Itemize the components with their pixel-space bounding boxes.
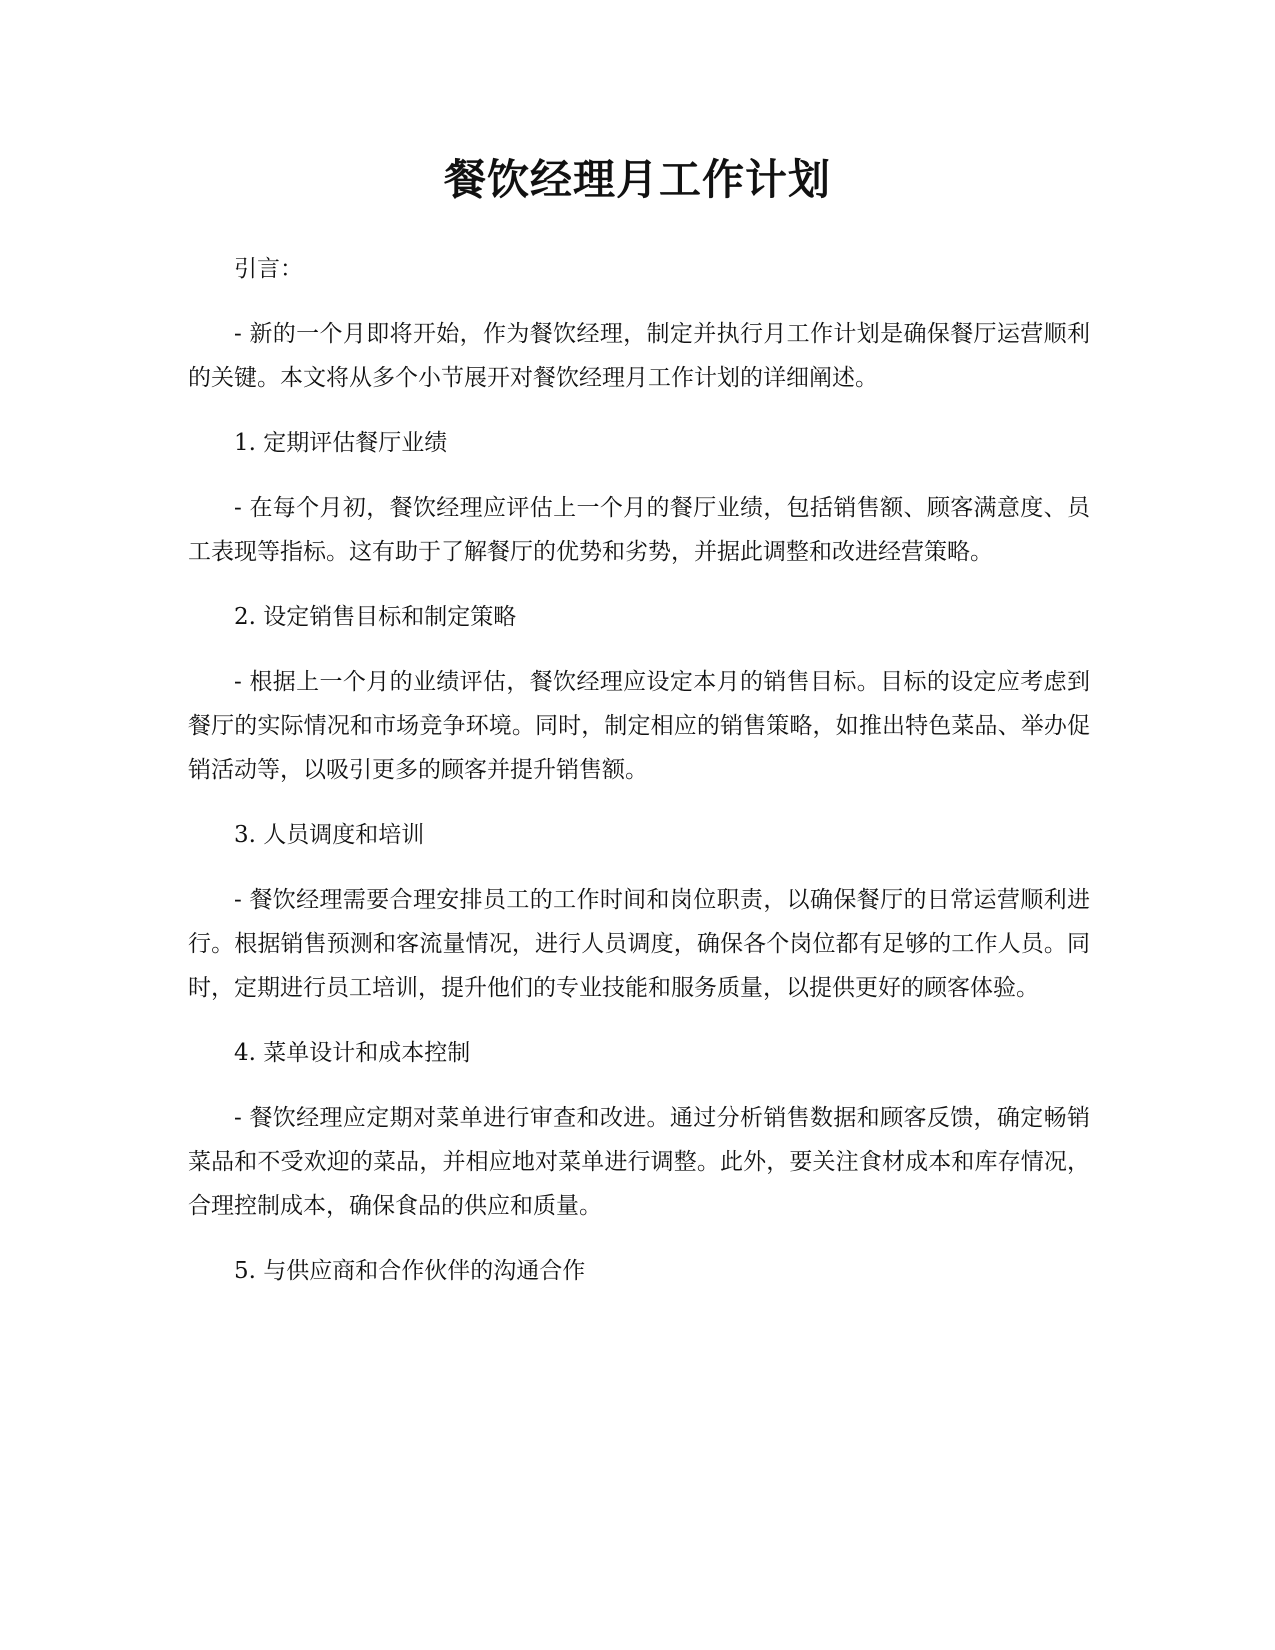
- intro-paragraph: - 新的一个月即将开始，作为餐饮经理，制定并执行月工作计划是确保餐厅运营顺利的关键。本文将从多个小节展开对餐饮经理月工作计划的详细阐述。: [188, 321, 1090, 391]
- section-heading: 5. 与供应商和合作伙伴的沟通合作: [234, 1258, 586, 1284]
- section-heading: 4. 菜单设计和成本控制: [234, 1040, 471, 1066]
- section-heading: 2. 设定销售目标和制定策略: [234, 604, 517, 630]
- document-body: [188, 247, 1090, 1314]
- section-paragraph: - 餐饮经理应定期对菜单进行审查和改进。通过分析销售数据和顾客反馈，确定畅销菜品和不受欢迎的菜品，并相应地对菜单进行调整。此外，要关注食材成本和库存情况，合理控制成本，确保食品的供应和质量。: [188, 1105, 1090, 1219]
- section-heading: 1. 定期评估餐厅业绩: [234, 430, 448, 456]
- section-paragraph: - 根据上一个月的业绩评估，餐饮经理应设定本月的销售目标。目标的设定应考虑到餐厅的实际情况和市场竞争环境。同时，制定相应的销售策略，如推出特色菜品、举办促销活动等，以吸引更多的顾客并提升销售额。: [188, 669, 1090, 783]
- document-title: 餐饮经理月工作计划: [443, 155, 831, 204]
- section-paragraph: - 在每个月初，餐饮经理应评估上一个月的餐厅业绩，包括销售额、顾客满意度、员工表现等指标。这有助于了解餐厅的优势和劣势，并据此调整和改进经营策略。: [188, 495, 1090, 565]
- section-paragraph: - 餐饮经理需要合理安排员工的工作时间和岗位职责，以确保餐厅的日常运营顺利进行。根据销售预测和客流量情况，进行人员调度，确保各个岗位都有足够的工作人员。同时，定期进行员工培训，提升他们的专业技能和服务质量，以提供更好的顾客体验。: [188, 887, 1090, 1001]
- section-heading: 3. 人员调度和培训: [234, 822, 425, 848]
- intro-label: 引言：: [234, 256, 303, 282]
